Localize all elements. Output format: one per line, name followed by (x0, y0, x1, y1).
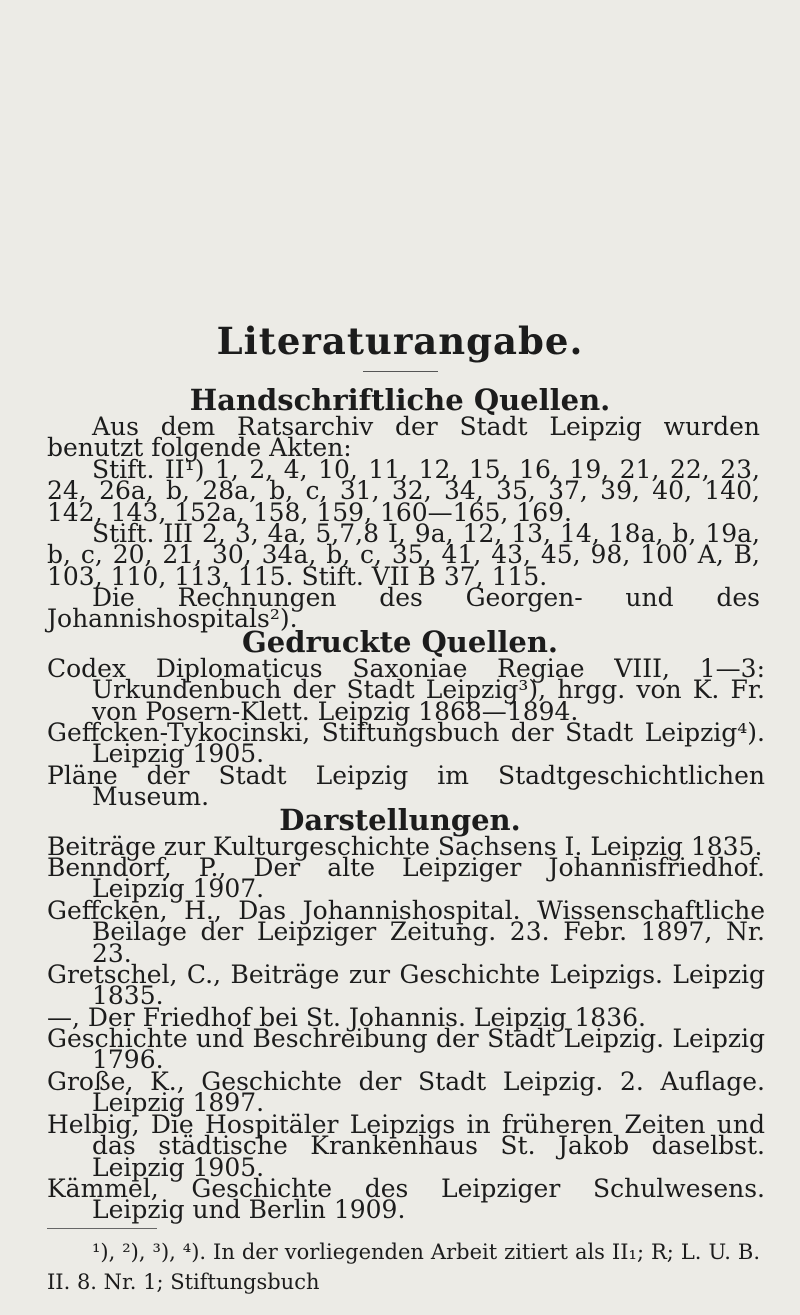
bib-entry: Benndorf, P., Der alte Leipziger Johannisfriedhof. Leipzig 1907. (47, 853, 765, 904)
footnote: ¹), ²), ³), ⁴). In der vorliegenden Arbeit zitiert als II₁; R; L. U. B. II. 8. Nr. 1; Stiftungsbuch (47, 1240, 760, 1294)
rechnungen-line: Die Rechnungen des Georgen- und des Johannishospitals²). (47, 583, 760, 634)
section-heading-darstellungen: Darstellungen. (279, 803, 521, 837)
bib-entry: Helbig, Die Hospitäler Leipzigs in früheren Zeiten und das städtische Krankenhaus St. Jakob daselbst. Leipzig 1905. (47, 1110, 765, 1182)
page-title: Literaturangabe. (216, 319, 584, 363)
section-heading-gedruckte: Gedruckte Quellen. (241, 625, 558, 659)
title-divider (363, 371, 438, 372)
stift-ii-list: Stift. II¹) 1, 2, 4, 10, 11, 12, 15, 16, 19, 21, 22, 23, 24, 26a, b, 28a, b, c, 31, 32, 34, 35, 37, 39, 40, 140, 142, 143, 152a, 158, 159, 160—165, 169. (47, 455, 760, 527)
bib-entry: —, Der Friedhof bei St. Johannis. Leipzig 1836. (47, 1003, 646, 1032)
bib-entry: Pläne der Stadt Leipzig im Stadtgeschichtlichen Museum. (47, 761, 765, 812)
bib-entry: Geffcken-Tykocinski, Stiftungsbuch der Stadt Leipzig⁴). Leipzig 1905. (47, 718, 765, 769)
footnote-divider (47, 1228, 157, 1229)
bib-entry: Gretschel, C., Beiträge zur Geschichte Leipzigs. Leipzig 1835. (47, 960, 765, 1011)
bib-entry: Codex Diplomaticus Saxoniae Regiae VIII, 1—3: Urkundenbuch der Stadt Leipzig³), hrgg. von K. Fr. von Posern-Klett. Leipzig 1868—1894. (47, 654, 765, 726)
bib-entry: Große, K., Geschichte der Stadt Leipzig. 2. Auflage. Leipzig 1897. (47, 1067, 765, 1118)
bib-entry: Beiträge zur Kulturgeschichte Sachsens I. Leipzig 1835. (47, 832, 763, 861)
stift-iii-list: Stift. III 2, 3, 4a, 5,7,8 I, 9a, 12, 13, 14, 18a, b, 19a, b, c, 20, 21, 30, 34a, b, c, 35, 41, 43, 45, 98, 100 A, B, 103, 110, 113, 115. Stift. VII B 37, 115. (47, 519, 760, 591)
section-heading-handschriftliche: Handschriftliche Quellen. (189, 383, 611, 417)
bib-entry: Geffcken, H., Das Johannishospital. Wissenschaftliche Beilage der Leipziger Zeitung. 23. Febr. 1897, Nr. 23. (47, 896, 765, 968)
bib-entry: Geschichte und Beschreibung der Stadt Leipzig. Leipzig 1796. (47, 1024, 765, 1075)
bib-entry: Kämmel, Geschichte des Leipziger Schulwesens. Leipzig und Berlin 1909. (47, 1174, 765, 1225)
archive-intro: Aus dem Ratsarchiv der Stadt Leipzig wurden benutzt folgende Akten: (47, 412, 760, 463)
